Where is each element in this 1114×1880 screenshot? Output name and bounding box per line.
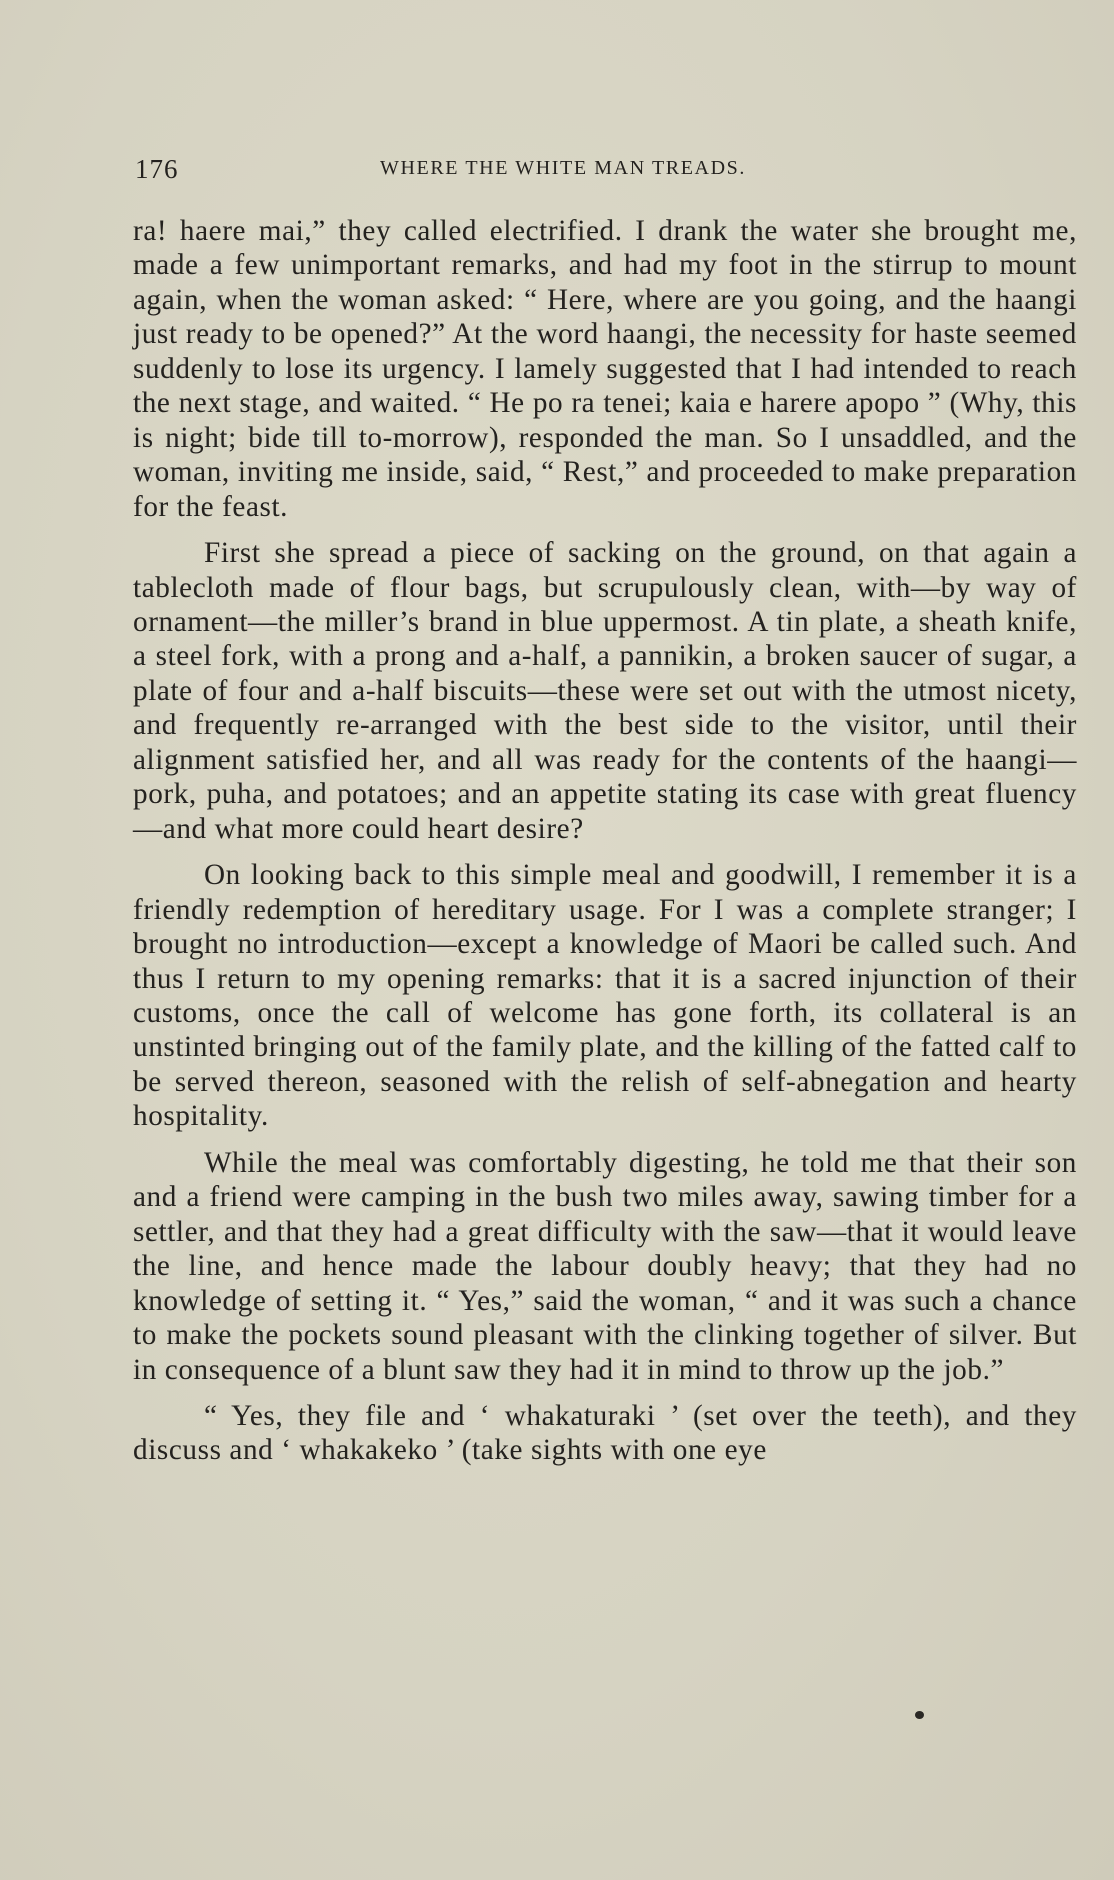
paragraph-5: “ Yes, they file and ‘ whakaturaki ’ (set over the teeth), and they discuss and ‘ whakakeko ’ (take sights with one eye xyxy=(133,1399,1077,1467)
page-number: 176 xyxy=(135,154,179,184)
paragraph-3: On looking back to this simple meal and goodwill, I remember it is a friendly redemption of hereditary usage. For I was a complete stranger; I brought no introduction—except a knowledge of Maori be called such. And thus I return to my opening remarks: that it is a sacred injunction of their customs, once the call of welcome has gone forth, its collateral is an unstinted bringing out of the family plate, and the killing of the fatted calf to be served thereon, seasoned with the relish of self-abnegation and hearty hospitality. xyxy=(133,859,1077,1133)
body-text xyxy=(133,214,1077,1468)
paragraph-4: While the meal was comfortably digesting, he told me that their son and a friend were camping in the bush two miles away, sawing timber for a settler, and that they had a great difficulty with the saw—that it would leave the line, and hence made the labour doubly heavy; that they had no knowledge of setting it. “ Yes,” said the woman, “ and it was such a chance to make the pockets sound pleasant with the clinking together of silver. But in consequence of a blunt saw they had it in mind to throw up the job.” xyxy=(133,1146,1077,1386)
ink-speck xyxy=(915,1711,924,1719)
page-header xyxy=(135,154,1079,190)
running-title: WHERE THE WHITE MAN TREADS. xyxy=(380,157,746,179)
paragraph-1: ra! haere mai,” they called electrified. I drank the water she brought me, made a few unimportant remarks, and had my foot in the stirrup to mount again, when the woman asked: “ Here, where are you going, and the haangi just ready to be opened?” At the word haangi, the necessity for haste seemed suddenly to lose its urgency. I lamely suggested that I had intended to reach the next stage, and waited. “ He po ra tenei; kaia e harere apopo ” (Why, this is night; bide till to-morrow), responded the man. So I unsaddled, and the woman, inviting me inside, said, “ Rest,” and proceeded to make preparation for the feast. xyxy=(133,215,1077,523)
paragraph-2: First she spread a piece of sacking on the ground, on that again a tablecloth made of flour bags, but scrupulously clean, with—by way of ornament—the miller’s brand in blue uppermost. A tin plate, a sheath knife, a steel fork, with a prong and a-half, a pannikin, a broken saucer of sugar, a plate of four and a-half biscuits—these were set out with the utmost nicety, and frequently re-arranged with the best side to the visitor, until their alignment satisfied her, and all was ready for the contents of the haangi—pork, puha, and potatoes; and an appetite stating its case with great fluency—and what more could heart desire? xyxy=(133,537,1077,845)
